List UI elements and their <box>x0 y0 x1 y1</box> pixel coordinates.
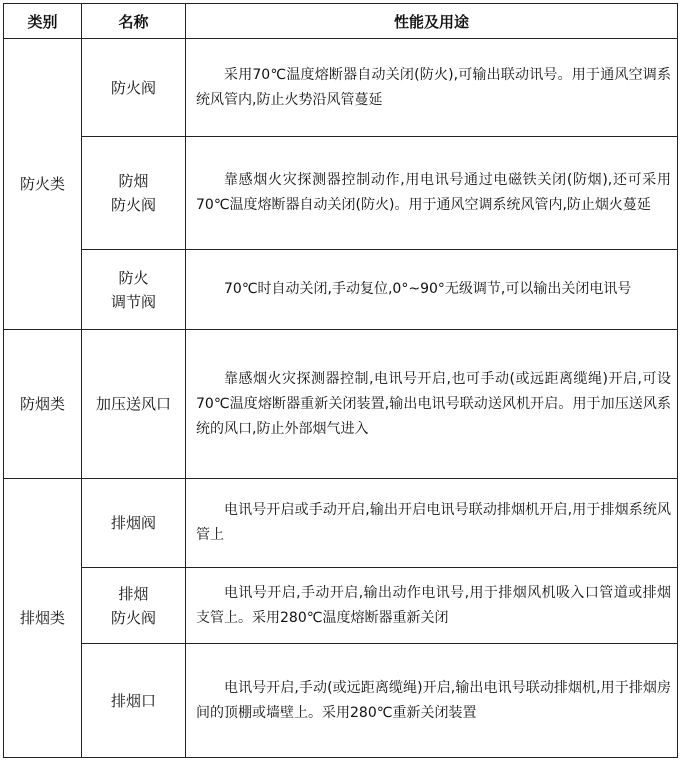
header-row <box>4 4 678 39</box>
name-cell <box>82 330 186 479</box>
name-line: 防火 <box>118 268 149 287</box>
name-cell <box>82 644 186 758</box>
name-line: 防火阀 <box>110 608 156 627</box>
name-line: 排烟口 <box>110 691 156 710</box>
category-cell: 排烟类 <box>4 479 82 758</box>
name-cell <box>82 250 186 330</box>
name-line: 防烟 <box>118 172 149 190</box>
header-description: 性能及用途 <box>186 4 678 39</box>
name-line: 防火阀 <box>110 78 156 97</box>
table-row <box>4 644 678 758</box>
name-cell <box>82 479 186 568</box>
description-cell: 采用70℃温度熔断器自动关闭(防火),可输出联动讯号。用于通风空调系统风管内,防止火势沿风管蔓延 <box>186 39 678 137</box>
table-row <box>4 568 678 644</box>
description-cell: 电讯号开启或手动开启,输出开启电讯号联动排烟机开启,用于排烟系统风管上 <box>186 479 678 568</box>
name-line: 防火阀 <box>110 196 156 214</box>
name-line: 排烟 <box>118 584 149 603</box>
name-line: 排烟阀 <box>110 514 156 532</box>
category-cell: 防火类 <box>4 39 82 330</box>
description-cell: 靠感烟火灾探测器控制,电讯号开启,也可手动(或远距离缆绳)开启,可设70℃温度熔断器重新关闭装置,输出电讯号联动送风机开启。用于加压送风系统的风口,防止外部烟气进入 <box>186 330 678 479</box>
table-row <box>4 479 678 568</box>
table-row <box>4 330 678 479</box>
description-cell: 70℃时自动关闭,手动复位,0°~90°无级调节,可以输出关闭电讯号 <box>186 250 678 330</box>
table-row <box>4 39 678 137</box>
name-cell <box>82 568 186 644</box>
name-line: 加压送风口 <box>95 395 171 413</box>
name-cell <box>82 39 186 137</box>
header-category: 类别 <box>4 4 82 39</box>
header-name: 名称 <box>82 4 186 39</box>
name-cell <box>82 137 186 250</box>
spec-table <box>3 3 678 758</box>
category-cell: 防烟类 <box>4 330 82 479</box>
description-cell: 靠感烟火灾探测器控制动作,用电讯号通过电磁铁关闭(防烟),还可采用70℃温度熔断器自动关闭(防火)。用于通风空调系统风管内,防止烟火蔓延 <box>186 137 678 250</box>
table-row <box>4 250 678 330</box>
description-cell: 电讯号开启,手动开启,输出动作电讯号,用于排烟风机吸入口管道或排烟支管上。采用280℃温度熔断器重新关闭 <box>186 568 678 644</box>
name-line: 调节阀 <box>110 292 156 311</box>
table-row <box>4 137 678 250</box>
description-cell: 电讯号开启,手动(或远距离缆绳)开启,输出电讯号联动排烟机,用于排烟房间的顶棚或墙壁上。采用280℃重新关闭装置 <box>186 644 678 758</box>
